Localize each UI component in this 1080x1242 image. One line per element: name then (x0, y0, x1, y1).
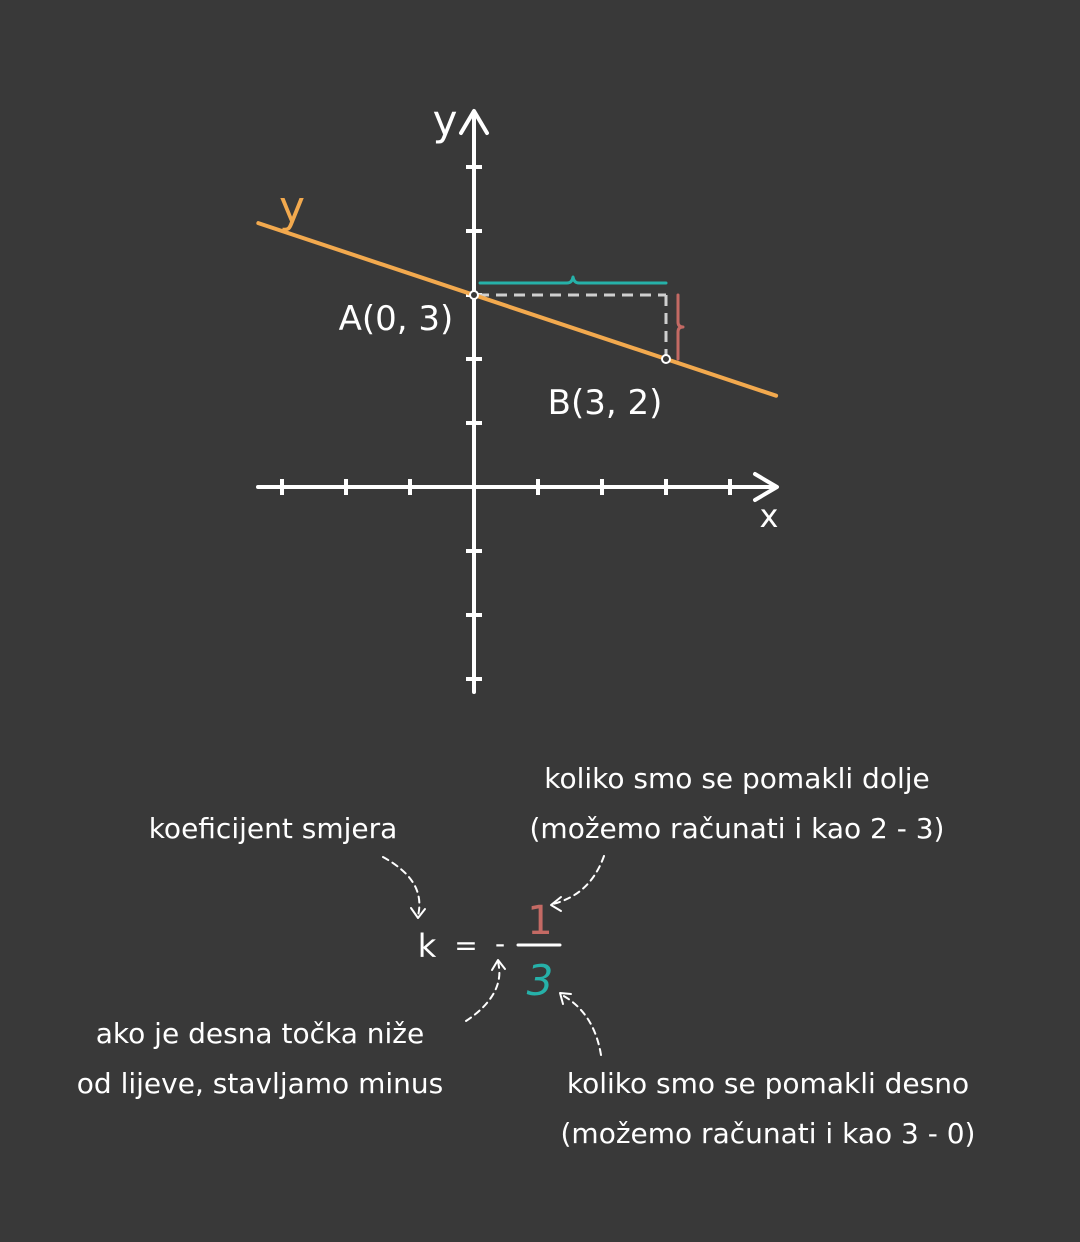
arrow-sign-to-minus (466, 962, 499, 1021)
point-b-label: B(3, 2) (547, 383, 663, 423)
point-b-marker (662, 355, 670, 363)
annotation-rise-line1: koliko smo se pomakli dolje (544, 762, 930, 795)
point-a-label: A(0, 3) (338, 299, 454, 339)
annotation-run-line2: (možemo računati i kao 3 - 0) (560, 1117, 976, 1150)
formula-lhs: k (417, 927, 437, 965)
run-brace (480, 277, 666, 283)
y-axis-label: y (432, 96, 458, 145)
line-label: y (278, 182, 306, 233)
arrow-run-to-denominator (562, 995, 601, 1055)
formula-equals: = (454, 929, 478, 962)
fraction-numerator: 1 (527, 898, 553, 944)
run-rise-helpers (478, 277, 683, 359)
formula-sign: - (494, 927, 506, 960)
rise-brace (678, 295, 683, 359)
coordinate-axes (258, 96, 778, 692)
annotation-sign-line2: od lijeve, stavljamo minus (76, 1067, 444, 1100)
annotation-run-line1: koliko smo se pomakli desno (566, 1067, 970, 1100)
linear-function-line (258, 223, 776, 396)
x-axis-label: x (759, 497, 779, 535)
annotation-rise-line2: (možemo računati i kao 2 - 3) (529, 812, 945, 845)
slope-formula (418, 898, 560, 1005)
arrow-slope-to-k (383, 857, 419, 916)
annotation-sign-line1: ako je desna točka niže (95, 1017, 425, 1050)
fraction-denominator: 3 (526, 956, 554, 1005)
point-a-marker (470, 291, 478, 299)
annotation-slope-name: koeficijent smjera (148, 812, 398, 845)
